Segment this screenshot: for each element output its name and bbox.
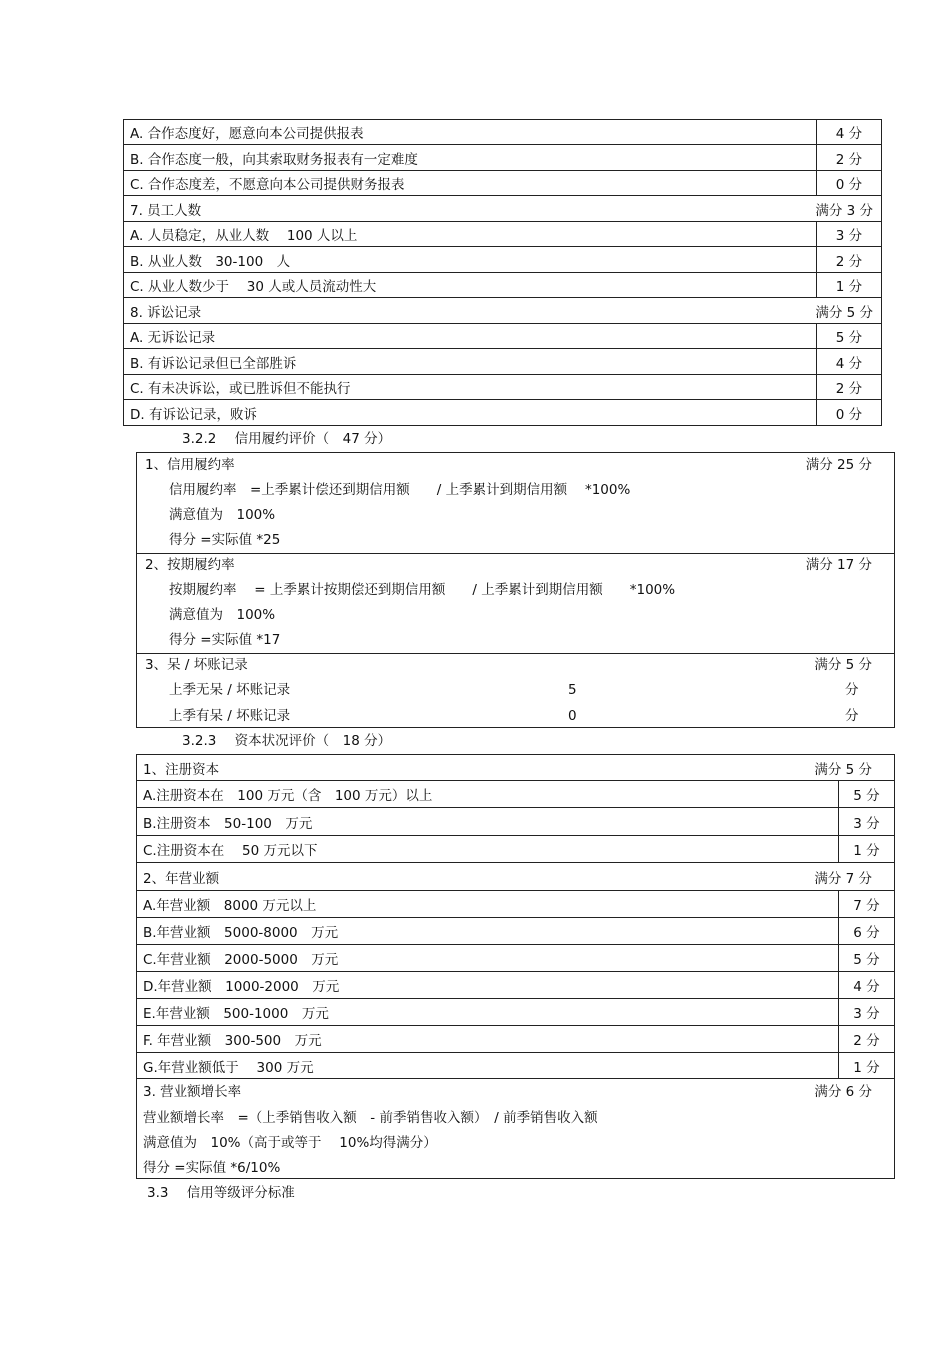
table-row: [124, 120, 881, 145]
row-score: 3 分: [816, 222, 881, 246]
table-row: [124, 375, 881, 400]
row-label: G.年营业额低于 300 万元: [143, 1059, 314, 1076]
row-score: 3 分: [838, 999, 894, 1025]
row-label: B. 从业人数 30-100 人: [130, 253, 291, 270]
table-row: [124, 400, 881, 425]
row-label: B.注册资本 50-100 万元: [143, 815, 313, 832]
row-label: D. 有诉讼记录，败诉: [130, 406, 257, 423]
table-row-header: [137, 863, 894, 891]
row-label: C. 合作态度差，不愿意向本公司提供财务报表: [130, 177, 405, 193]
bad-debt-row-unit: 分: [845, 708, 859, 724]
row-score: 2 分: [838, 1026, 894, 1052]
table-row: [137, 808, 894, 836]
table-row: [124, 171, 881, 196]
table-row: [137, 1053, 894, 1078]
table-row: [137, 918, 894, 945]
row-label: C.年营业额 2000-5000 万元: [143, 952, 339, 968]
block-title: 3. 营业额增长率: [143, 1084, 242, 1100]
section-heading-33: [147, 1183, 295, 1203]
capital-status-table: [136, 754, 895, 1079]
block-title: 1、信用履约率: [145, 457, 235, 473]
score-rule-text: 得分 =实际值 *6/10%: [143, 1160, 281, 1176]
row-label: B.年营业额 5000-8000 万元: [143, 925, 339, 941]
row-label: A. 合作态度好，愿意向本公司提供报表: [130, 126, 364, 142]
row-score: 4 分: [838, 972, 894, 998]
target-text: 满意值为 10%（高于或等于 10%均得满分）: [143, 1135, 437, 1151]
block-full-score: 满分 17 分: [805, 557, 872, 573]
row-label: B. 合作态度一般，向其索取财务报表有一定难度: [130, 151, 418, 168]
bad-debt-row-unit: 分: [845, 682, 859, 698]
section-number: 3.3: [147, 1185, 169, 1201]
row-label: C. 有未决诉讼，或已胜诉但不能执行: [130, 381, 351, 397]
row-score: 1 分: [816, 273, 881, 297]
row-full-score: 满分 5 分: [814, 761, 872, 778]
row-score: 1 分: [838, 836, 894, 862]
block-on-time-rate: [137, 554, 894, 654]
score-rule-text: 得分 =实际值 *17: [169, 632, 281, 648]
score-rule-text: 得分 =实际值 *25: [169, 532, 281, 548]
section-number: 3.2.3: [182, 733, 217, 749]
row-full-score: 满分 7 分: [814, 870, 872, 887]
table-row: [137, 836, 894, 863]
table-row: [137, 891, 894, 918]
row-score: 2 分: [816, 375, 881, 399]
block-full-score: 满分 6 分: [814, 1084, 872, 1100]
section-heading-323: [182, 731, 391, 751]
row-score: 6 分: [838, 918, 894, 944]
row-full-score: 满分 5 分: [815, 304, 873, 321]
row-score: 3 分: [838, 808, 894, 835]
table-row: [137, 972, 894, 999]
formula-text: 信用履约率 =上季累计偿还到期信用额 / 上季累计到期信用额 *100%: [169, 482, 631, 498]
row-score: 0 分: [816, 400, 881, 425]
row-score: 4 分: [816, 120, 881, 144]
row-label: A. 人员稳定，从业人数 100 人以上: [130, 228, 358, 244]
section-number: 3.2.2: [182, 431, 217, 447]
table-row: [124, 349, 881, 375]
block-full-score: 满分 25 分: [805, 457, 872, 473]
row-label: E.年营业额 500-1000 万元: [143, 1006, 329, 1022]
table-row: [124, 222, 881, 247]
row-score: 2 分: [816, 247, 881, 272]
row-full-score: 满分 3 分: [815, 202, 873, 219]
revenue-growth-table: [136, 1078, 895, 1179]
block-title: 3、呆 / 坏账记录: [145, 657, 248, 673]
block-bad-debt: [137, 654, 894, 727]
row-score: 4 分: [816, 349, 881, 374]
section-title: 信用履约评价（ 47 分）: [234, 431, 392, 447]
formula-text: 营业额增长率 =（上季销售收入额 - 前季销售收入额） / 前季销售收入额: [143, 1110, 598, 1126]
row-label: A. 无诉讼记录: [130, 330, 216, 346]
table-row-header: [124, 298, 881, 324]
table-row-header: [137, 755, 894, 781]
row-label: 8. 诉讼记录: [130, 304, 202, 321]
table-row: [137, 945, 894, 972]
row-label: C.注册资本在 50 万元以下: [143, 843, 318, 859]
row-label: F. 年营业额 300-500 万元: [143, 1033, 322, 1049]
table-row: [137, 1026, 894, 1053]
table-row: [124, 324, 881, 349]
bad-debt-row-label: 上季有呆 / 坏账记录: [169, 708, 291, 724]
section-title: 资本状况评价（ 18 分）: [234, 733, 392, 749]
table-row: [124, 247, 881, 273]
block-title: 2、按期履约率: [145, 557, 235, 573]
row-label: 7. 员工人数: [130, 202, 202, 219]
target-text: 满意值为 100%: [169, 507, 276, 523]
table-row: [124, 145, 881, 171]
formula-text: 按期履约率 = 上季累计按期偿还到期信用额 / 上季累计到期信用额 *100%: [169, 582, 676, 598]
row-score: 5 分: [816, 324, 881, 348]
row-score: 7 分: [838, 891, 894, 917]
row-label: 2、年营业额: [143, 870, 220, 887]
bad-debt-row-label: 上季无呆 / 坏账记录: [169, 682, 291, 698]
table-row: [137, 781, 894, 808]
section-heading-322: [182, 429, 391, 449]
row-label: B. 有诉讼记录但已全部胜诉: [130, 355, 297, 372]
row-score: 1 分: [838, 1053, 894, 1078]
row-label: C. 从业人数少于 30 人或人员流动性大: [130, 279, 377, 295]
row-score: 2 分: [816, 145, 881, 170]
bad-debt-row-value: 0: [568, 708, 577, 724]
credit-performance-table: [136, 452, 895, 728]
block-full-score: 满分 5 分: [814, 657, 872, 673]
row-score: 0 分: [816, 171, 881, 195]
row-label: A.年营业额 8000 万元以上: [143, 898, 317, 914]
row-label: D.年营业额 1000-2000 万元: [143, 979, 340, 995]
target-text: 满意值为 100%: [169, 607, 276, 623]
credit-table-1: [123, 119, 882, 426]
table-row: [137, 999, 894, 1026]
table-row: [124, 273, 881, 298]
section-title: 信用等级评分标准: [186, 1185, 295, 1201]
row-score: 5 分: [838, 945, 894, 971]
bad-debt-row-value: 5: [568, 682, 577, 698]
row-label: 1、注册资本: [143, 761, 220, 778]
table-row-header: [124, 196, 881, 222]
block-performance-rate: [137, 453, 894, 554]
row-score: 5 分: [838, 781, 894, 807]
row-label: A.注册资本在 100 万元（含 100 万元）以上: [143, 788, 433, 804]
